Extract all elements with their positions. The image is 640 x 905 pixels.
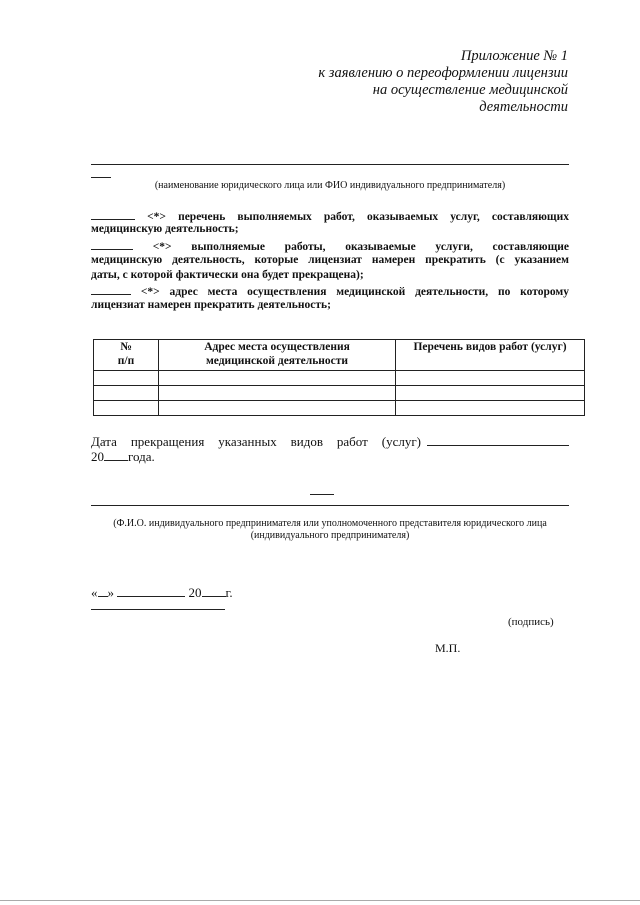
stamp-label: М.П. (435, 641, 461, 655)
col-works-header-l1: Перечень видов работ (услуг) (413, 341, 567, 353)
table-cell[interactable] (396, 401, 585, 416)
col-address-header-l1: Адрес места осуществления (204, 341, 350, 353)
item-3-line-2: лицензиат намерен прекратить деятельность; (91, 299, 331, 311)
date-stop-year-prefix: 20 (91, 449, 104, 464)
sign-date (91, 585, 233, 601)
date-stop-line-2 (91, 449, 155, 465)
table-row (94, 371, 585, 386)
date-stop-year-blank[interactable] (104, 449, 128, 461)
fio-caption-2: (индивидуального предпринимателя) (250, 530, 410, 541)
page-edge-line (0, 900, 640, 901)
item-1-text: <*> перечень выполняемых работ, оказываемых услуг, составляющих (147, 211, 570, 223)
item-2-line-1 (91, 238, 569, 254)
table-header-row (94, 340, 585, 371)
table-row (94, 386, 585, 401)
fio-line[interactable] (91, 505, 569, 506)
activity-table (93, 339, 585, 416)
table-cell[interactable] (159, 386, 396, 401)
org-name-caption: (наименование юридического лица или ФИО индивидуального предпринимателя) (154, 180, 506, 191)
table-cell[interactable] (396, 386, 585, 401)
item-3-blank[interactable] (91, 283, 131, 295)
appendix-line-3: на осуществление медицинской (372, 82, 568, 98)
sign-date-year-suffix: г. (225, 585, 233, 600)
date-stop-text: Дата прекращения указанных видов работ (услуг) (91, 434, 421, 449)
date-stop-line-1 (91, 434, 569, 450)
col-address-header (159, 340, 396, 371)
fio-line-short (310, 494, 334, 495)
table-cell[interactable] (94, 386, 159, 401)
item-2-text: <*> выполняемые работы, оказываемые услуги, составляющие (152, 241, 570, 253)
sign-date-day-blank[interactable] (98, 585, 108, 597)
appendix-header (318, 48, 568, 116)
table-cell[interactable] (94, 401, 159, 416)
table-cell[interactable] (159, 371, 396, 386)
item-2-line-2: медицинскую деятельность, которые лицензиат намерен прекратить (с указанием (91, 254, 569, 266)
sign-date-close-quote: » (107, 585, 114, 600)
table-row (94, 401, 585, 416)
table-cell[interactable] (396, 371, 585, 386)
table-cell[interactable] (94, 371, 159, 386)
col-number-header-l1: № (120, 341, 132, 353)
sign-date-year-prefix: 20 (188, 585, 202, 600)
appendix-title: Приложение № 1 (460, 48, 568, 64)
appendix-line-4: деятельности (479, 99, 568, 115)
col-number-header (94, 340, 159, 371)
col-works-header (396, 340, 585, 371)
item-2-blank[interactable] (91, 238, 133, 250)
signature-label: (подпись) (508, 616, 554, 628)
signature-line[interactable] (91, 609, 225, 610)
sign-date-open-quote: « (91, 585, 98, 600)
item-1-line-2: медицинскую деятельность; (91, 223, 239, 235)
date-stop-blank[interactable] (427, 434, 569, 446)
sign-date-month-blank[interactable] (117, 585, 185, 597)
item-3-text: <*> адрес места осуществления медицинской деятельности, по которому (140, 286, 570, 298)
date-stop-year-suffix: года. (128, 449, 155, 464)
sign-date-year-blank[interactable] (202, 585, 226, 597)
appendix-line-2: к заявлению о переоформлении лицензии (318, 65, 568, 81)
org-name-line-short (91, 177, 111, 178)
item-1-blank[interactable] (91, 208, 135, 220)
item-3-line-1 (91, 283, 569, 299)
table-cell[interactable] (159, 401, 396, 416)
item-2-line-3: даты, с которой фактически она будет прекращена); (91, 269, 364, 281)
col-number-header-l2: п/п (117, 355, 135, 367)
fio-caption-1: (Ф.И.О. индивидуального предпринимателя или уполномоченного представителя юридического лица (113, 518, 547, 529)
org-name-line[interactable] (91, 164, 569, 165)
col-address-header-l2: медицинской деятельности (205, 355, 349, 367)
